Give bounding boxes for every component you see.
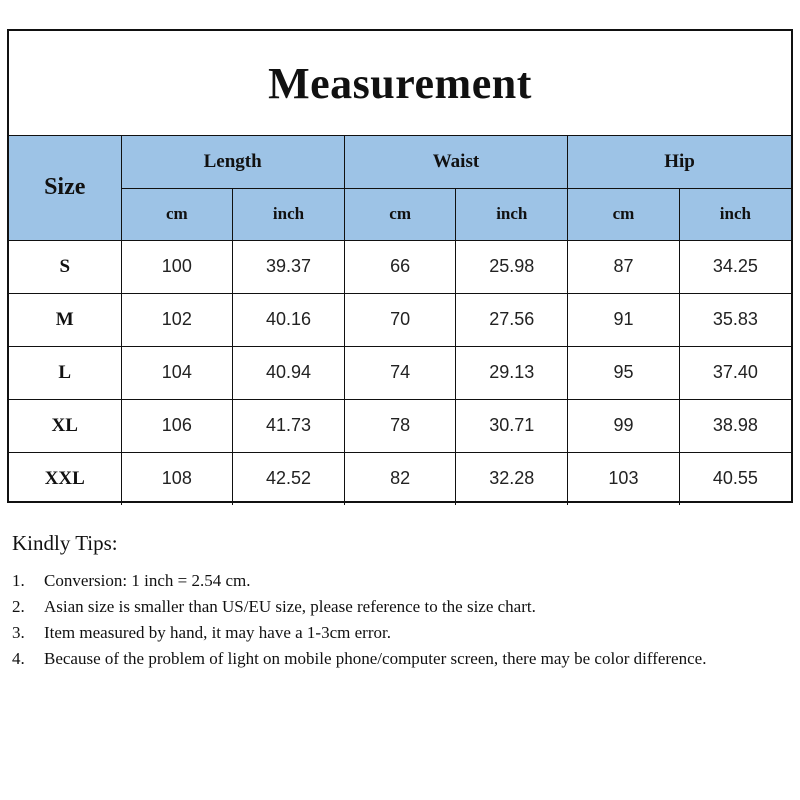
table-cell: 34.25 xyxy=(679,240,791,293)
unit-header: cm xyxy=(568,188,680,240)
list-item xyxy=(12,568,782,594)
list-item xyxy=(12,646,782,672)
tip-number: 2. xyxy=(12,597,25,616)
table-row xyxy=(9,346,791,399)
table-cell: 95 xyxy=(568,346,680,399)
table-cell: 108 xyxy=(121,452,233,505)
tip-text: Because of the problem of light on mobile phone/computer screen, there may be color difference. xyxy=(44,649,707,668)
table-cell: 32.28 xyxy=(456,452,568,505)
group-header-waist: Waist xyxy=(344,136,567,188)
table-cell: 66 xyxy=(344,240,456,293)
list-item xyxy=(12,620,782,646)
tip-text: Item measured by hand, it may have a 1-3cm error. xyxy=(44,623,391,642)
tip-text: Asian size is smaller than US/EU size, please reference to the size chart. xyxy=(44,597,536,616)
size-label: S xyxy=(9,240,121,293)
size-label: XL xyxy=(9,399,121,452)
header-row-groups xyxy=(9,136,791,188)
table-cell: 99 xyxy=(568,399,680,452)
chart-title: Measurement xyxy=(9,31,791,136)
size-label: L xyxy=(9,346,121,399)
unit-header: cm xyxy=(344,188,456,240)
table-cell: 82 xyxy=(344,452,456,505)
table-cell: 100 xyxy=(121,240,233,293)
table-cell: 30.71 xyxy=(456,399,568,452)
group-header-hip: Hip xyxy=(568,136,791,188)
table-row xyxy=(9,452,791,505)
table-cell: 104 xyxy=(121,346,233,399)
tip-number: 1. xyxy=(12,571,25,590)
table-cell: 37.40 xyxy=(679,346,791,399)
table-cell: 41.73 xyxy=(233,399,345,452)
table-cell: 102 xyxy=(121,293,233,346)
size-chart xyxy=(7,29,793,503)
tip-number: 4. xyxy=(12,649,25,668)
size-label: M xyxy=(9,293,121,346)
header-row-units xyxy=(9,188,791,240)
table-cell: 78 xyxy=(344,399,456,452)
unit-header: cm xyxy=(121,188,233,240)
table-row xyxy=(9,293,791,346)
table-cell: 42.52 xyxy=(233,452,345,505)
table-cell: 40.94 xyxy=(233,346,345,399)
tips-list xyxy=(12,568,782,672)
table-row xyxy=(9,240,791,293)
tips-title: Kindly Tips: xyxy=(12,531,118,555)
table-cell: 35.83 xyxy=(679,293,791,346)
size-label: XXL xyxy=(9,452,121,505)
table-cell: 38.98 xyxy=(679,399,791,452)
unit-header: inch xyxy=(456,188,568,240)
unit-header: inch xyxy=(233,188,345,240)
table-cell: 106 xyxy=(121,399,233,452)
table-cell: 103 xyxy=(568,452,680,505)
list-item xyxy=(12,594,782,620)
group-header-length: Length xyxy=(121,136,344,188)
table-row xyxy=(9,399,791,452)
table-cell: 29.13 xyxy=(456,346,568,399)
table-cell: 74 xyxy=(344,346,456,399)
size-table xyxy=(9,136,791,505)
table-cell: 27.56 xyxy=(456,293,568,346)
tip-number: 3. xyxy=(12,623,25,642)
table-cell: 39.37 xyxy=(233,240,345,293)
table-cell: 91 xyxy=(568,293,680,346)
size-column-header: Size xyxy=(9,136,121,240)
table-cell: 87 xyxy=(568,240,680,293)
unit-header: inch xyxy=(679,188,791,240)
table-cell: 40.55 xyxy=(679,452,791,505)
kindly-tips xyxy=(12,531,782,672)
table-cell: 70 xyxy=(344,293,456,346)
tip-text: Conversion: 1 inch = 2.54 cm. xyxy=(44,571,251,590)
table-cell: 25.98 xyxy=(456,240,568,293)
table-cell: 40.16 xyxy=(233,293,345,346)
